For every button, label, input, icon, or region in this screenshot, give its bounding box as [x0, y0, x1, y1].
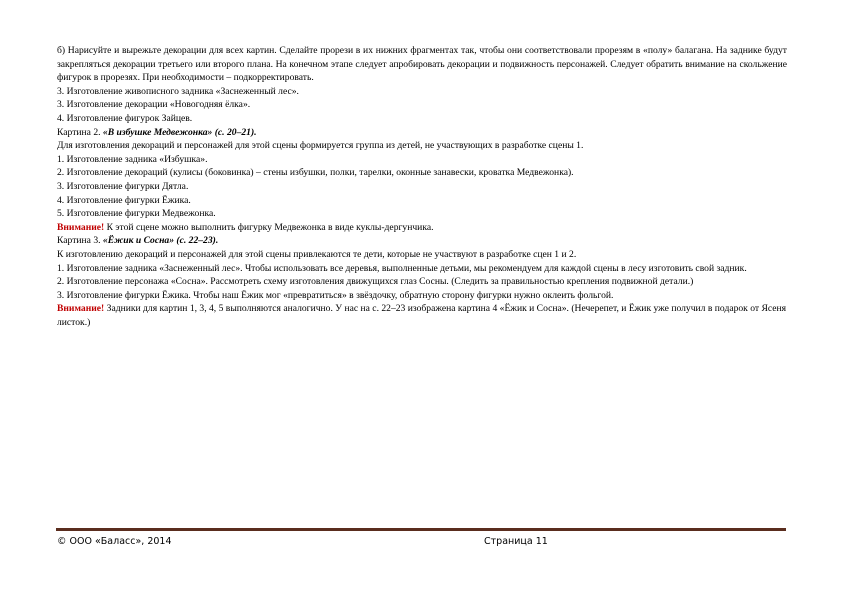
paragraph-scene-2-intro: Для изготовления декораций и персонажей для этой сцены формируется группа из детей, не участвующих в разработке сцены 1.: [57, 140, 584, 152]
footer-divider: [56, 528, 786, 531]
list-item-hedgehog-foil: 3. Изготовление фигурки Ёжика. Чтобы наш Ёжик мог «превратиться» в звёздочку, обратную сторону фигурки нужно оклеить фольгой.: [57, 289, 614, 301]
footer-page-number: Страница 11: [484, 536, 548, 547]
note-text: Задники для картин 1, 3, 4, 5 выполняются аналогично. У нас на с. 22–23 изображена картина 4 «Ёжик и Сосна». (Нечерепет, и Ёжик уже получил в подарок от Ясеня листок.): [57, 303, 787, 328]
note-scene-2: [57, 221, 787, 235]
list-item-snowy-forest-backdrop: 1. Изготовление задника «Заснеженный лес». Чтобы использовать все деревья, выполненные детьми, мы рекомендуем для каждой сцены в лесу изготовить свой задник.: [57, 262, 747, 274]
list-item-hut-decorations: 2. Изготовление декораций (кулисы (боковинка) – стены избушки, полки, тарелки, оконные занавески, кроватка Медвежонка).: [57, 167, 574, 179]
scene-heading-3: [57, 234, 787, 248]
list-item-hut-backdrop: 1. Изготовление задника «Избушка».: [57, 153, 208, 165]
list-item-woodpecker: 3. Изготовление фигурки Дятла.: [57, 180, 189, 192]
list-item-backdrop-forest: 3. Изготовление живописного задника «Заснеженный лес».: [57, 85, 299, 97]
note-text: К этой сцене можно выполнить фигурку Медвежонка в виде куклы-дергунчика.: [104, 221, 434, 233]
scene-heading-prefix: Картина 2.: [57, 126, 103, 138]
scene-heading-2: [57, 126, 787, 140]
list-item-bear-cub: 5. Изготовление фигурки Медвежонка.: [57, 208, 216, 220]
paragraph-scene-3-intro: К изготовлению декораций и персонажей для этой сцены привлекаются те дети, которые не участвуют в разработке сцен 1 и 2.: [57, 248, 577, 260]
paragraph-decorations: б) Нарисуйте и вырежьте декорации для всех картин. Сделайте прорези в их нижних фрагментах так, чтобы они соответствовали прорезям в «полу» балагана. На заднике будут закрепляться декорации третьего или второго плана. На конечном этапе следует апробировать декорации и подвижность персонажей. Следует обратить внимание на скольжение фигурок в прорезях. При необходимости – подкорректировать.: [57, 45, 787, 84]
list-item-hedgehog: 4. Изготовление фигурки Ёжика.: [57, 194, 191, 206]
footer-copyright: © ООО «Баласс», 2014: [57, 536, 172, 547]
document-body: [57, 44, 787, 329]
scene-heading-title: «В избушке Медвежонка» (с. 20–21).: [102, 126, 257, 138]
warning-label: Внимание!: [57, 303, 105, 315]
list-item-new-year-tree: 3. Изготовление декорации «Новогодняя ёлка».: [57, 99, 251, 111]
warning-label: Внимание!: [57, 221, 105, 233]
scene-heading-prefix: Картина 3.: [57, 235, 103, 247]
list-item-pine-character: 2. Изготовление персонажа «Сосна». Рассмотреть схему изготовления движущихся глаз Сосны. (Следить за правильностью крепления подвижной детали.): [57, 276, 694, 288]
scene-heading-title: «Ёжик и Сосна» (с. 22–23).: [102, 235, 219, 247]
note-backdrops: [57, 302, 787, 329]
list-item-hares: 4. Изготовление фигурок Зайцев.: [57, 112, 193, 124]
